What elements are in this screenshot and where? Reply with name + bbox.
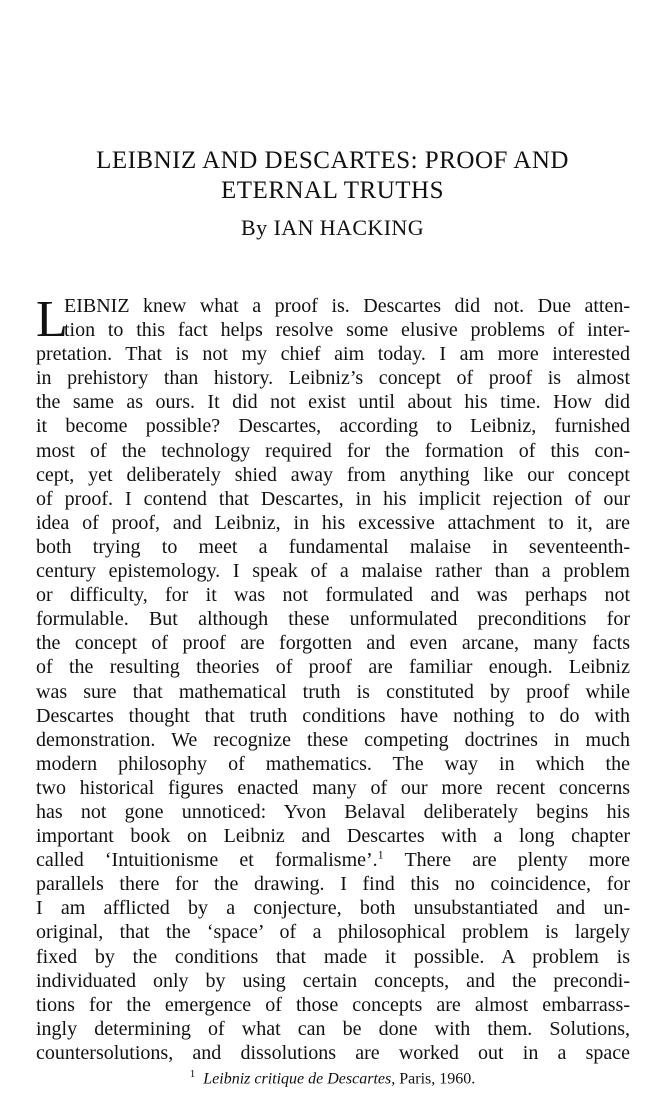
body-line: modern philosophy of mathematics. The way in which the	[36, 752, 630, 775]
body-line: tions for the emergence of those concepts are almost embarrass-	[36, 993, 630, 1016]
body-line: individuated only by using certain concepts, and the precondi-	[36, 969, 630, 992]
body-line: formulable. But although these unformulated preconditions for	[36, 608, 630, 631]
body-line: or difficulty, for it was not formulated and was perhaps not	[36, 584, 630, 607]
body-line: was sure that mathematical truth is constituted by proof while	[36, 680, 630, 703]
byline-by: By	[240, 215, 268, 240]
body-line: of the resulting theories of proof are familiar enough. Leibniz	[36, 656, 630, 679]
body-line: idea of proof, and Leibniz, in his excessive attachment to it, are	[36, 511, 630, 534]
body-line: century epistemology. I speak of a malaise rather than a problem	[36, 560, 630, 583]
article-title-line-1: LEIBNIZ AND DESCARTES: PROOF AND	[96, 147, 569, 174]
byline-author: IAN HACKING	[273, 215, 425, 240]
footnote-reference: 1	[377, 847, 384, 862]
body-line: countersolutions, and dissolutions are worked out in a space	[36, 1041, 630, 1064]
body-line: of proof. I contend that Descartes, in his implicit rejection of our	[36, 487, 630, 510]
body-line: in prehistory than history. Leibniz’s concept of proof is almost	[36, 367, 630, 390]
body-line: I am afflicted by a conjecture, both unsubstantiated and un-	[36, 897, 630, 920]
body-line: ingly determining of what can be done with them. Solutions,	[36, 1017, 630, 1040]
body-line: Descartes thought that truth conditions have nothing to do with	[36, 704, 630, 727]
body-line: the same as ours. It did not exist until about his time. How did	[36, 391, 630, 414]
body-line: it become possible? Descartes, according to Leibniz, furnished	[36, 415, 630, 438]
body-paragraph	[36, 291, 630, 1065]
body-line: parallels there for the drawing. I find this no coincidence, for	[36, 873, 630, 896]
body-line: important book on Leibniz and Descartes with a long chapter	[36, 825, 630, 848]
body-line-with-footnote-ref	[36, 848, 630, 872]
body-line: two historical figures enacted many of our more recent concerns	[36, 776, 630, 799]
footnote-title: Leibniz critique de Descartes	[203, 1070, 392, 1088]
body-line: the concept of proof are forgotten and even arcane, many facts	[36, 632, 630, 655]
body-line: tion to this fact helps resolve some elusive problems of inter-	[64, 319, 630, 342]
body-line: pretation. That is not my chief aim today. I am more interested	[36, 343, 630, 366]
footnote-rest: , Paris, 1960.	[391, 1070, 476, 1088]
body-line: demonstration. We recognize these competing doctrines in much	[36, 728, 630, 751]
footnote-mark: 1	[189, 1068, 196, 1080]
body-line: original, that the ‘space’ of a philosophical problem is largely	[36, 921, 630, 944]
body-line: most of the technology required for the formation of this con-	[36, 439, 630, 462]
body-line-tail: There are plenty more	[383, 849, 630, 872]
body-line: has not gone unnoticed: Yvon Belaval deliberately begins his	[36, 800, 630, 823]
body-line: EIBNIZ knew what a proof is. Descartes did not. Due atten-	[64, 295, 630, 317]
body-line: both trying to meet a fundamental malaise in seventeenth-	[36, 535, 630, 558]
byline	[0, 214, 665, 242]
body-line-head: called ‘Intuitionisme et formalisme’.	[36, 849, 378, 872]
drop-cap: L	[36, 291, 68, 348]
footnote	[0, 1064, 665, 1089]
body-line: fixed by the conditions that made it possible. A problem is	[36, 945, 630, 968]
body-line: cept, yet deliberately shied away from anything like our concept	[36, 463, 630, 486]
article-title-line-2: ETERNAL TRUTHS	[221, 177, 444, 204]
